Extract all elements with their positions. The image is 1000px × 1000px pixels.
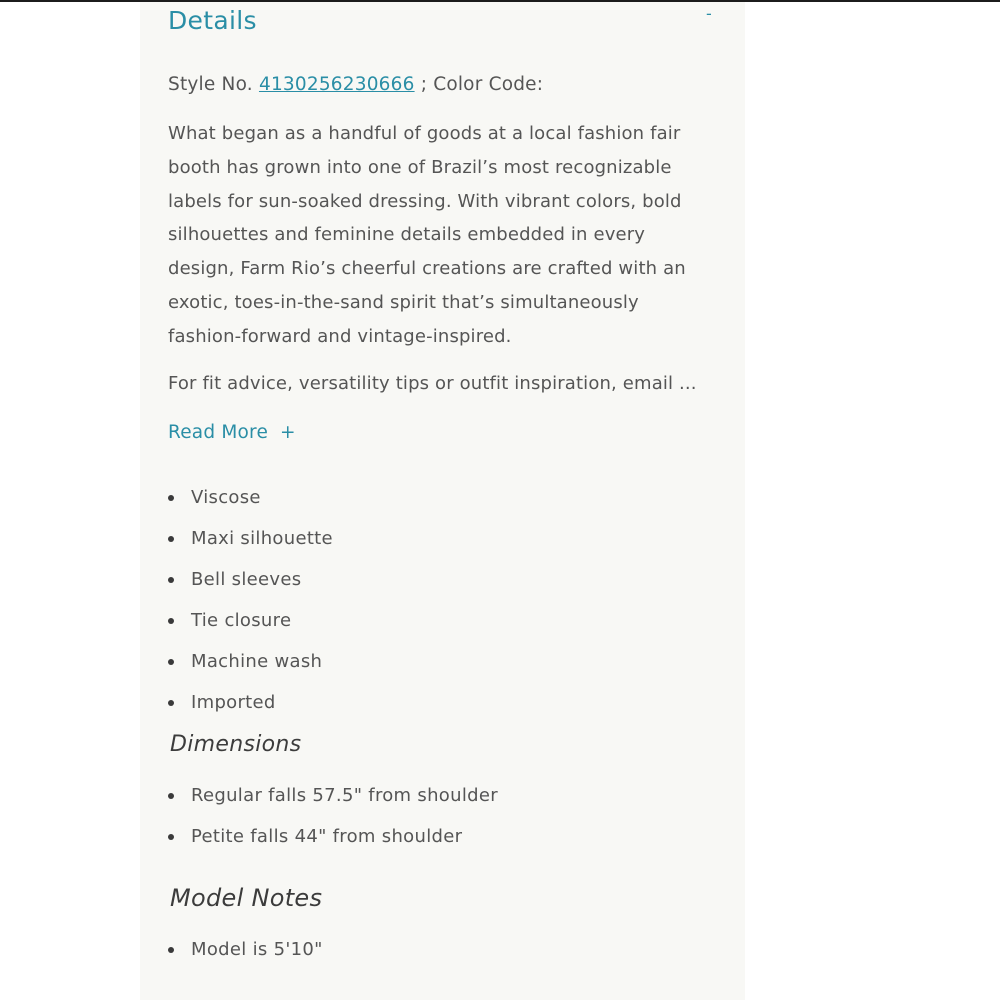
bullet-icon [168,618,174,624]
list-item [168,568,333,609]
product-description [168,117,728,354]
model-notes-heading: Model Notes [170,884,323,912]
description-line: labels for sun-soaked dressing. With vibrant colors, bold [168,190,682,212]
list-item-text: Machine wash [191,651,323,672]
description-line: design, Farm Rio’s cheerful creations are crafted with an [168,258,686,280]
read-more-label: Read More [168,422,269,443]
description-line: What began as a handful of goods at a local fashion fair [168,123,681,144]
bullet-icon [168,659,174,665]
fit-advice-text: For fit advice, versatility tips or outfit inspiration, email ... [168,373,697,394]
details-panel [140,2,745,1000]
read-more-button[interactable] [168,422,296,443]
bullet-icon [168,834,174,840]
list-item [168,691,333,732]
bullet-icon [168,495,174,501]
list-item-text: Model is 5'10" [191,939,323,960]
style-number-link[interactable]: 4130256230666 [258,74,415,95]
collapse-toggle[interactable]: - [706,4,712,23]
list-item [168,486,333,527]
description-line: fashion-forward and vintage-inspired. [168,325,512,347]
bullet-icon [168,700,174,706]
bullet-icon [168,947,174,953]
list-item [168,825,498,866]
dimensions-heading: Dimensions [170,732,302,757]
dimensions-list [168,784,498,866]
list-item-text: Viscose [191,487,261,508]
list-item [168,527,333,568]
color-code-label: ; Color Code: [420,74,544,95]
details-heading: Details [168,6,257,35]
list-item [168,650,333,691]
feature-list [168,486,333,732]
plus-icon: + [280,422,296,443]
list-item-text: Imported [191,692,276,713]
list-item-text: Bell sleeves [191,569,302,590]
list-item [168,609,333,650]
list-item [168,938,323,979]
description-line: silhouettes and feminine details embedded in every [168,224,646,246]
style-label: Style No. [168,74,253,95]
bullet-icon [168,577,174,583]
bullet-icon [168,793,174,799]
list-item-text: Maxi silhouette [191,528,333,549]
list-item-text: Regular falls 57.5" from shoulder [191,785,498,806]
list-item-text: Tie closure [191,610,292,631]
description-line: exotic, toes-in-the-sand spirit that’s simultaneously [168,291,639,313]
bullet-icon [168,536,174,542]
style-info [168,74,543,95]
model-notes-list [168,938,323,979]
description-line: booth has grown into one of Brazil’s most recognizable [168,156,672,178]
list-item [168,784,498,825]
list-item-text: Petite falls 44" from shoulder [191,826,463,847]
